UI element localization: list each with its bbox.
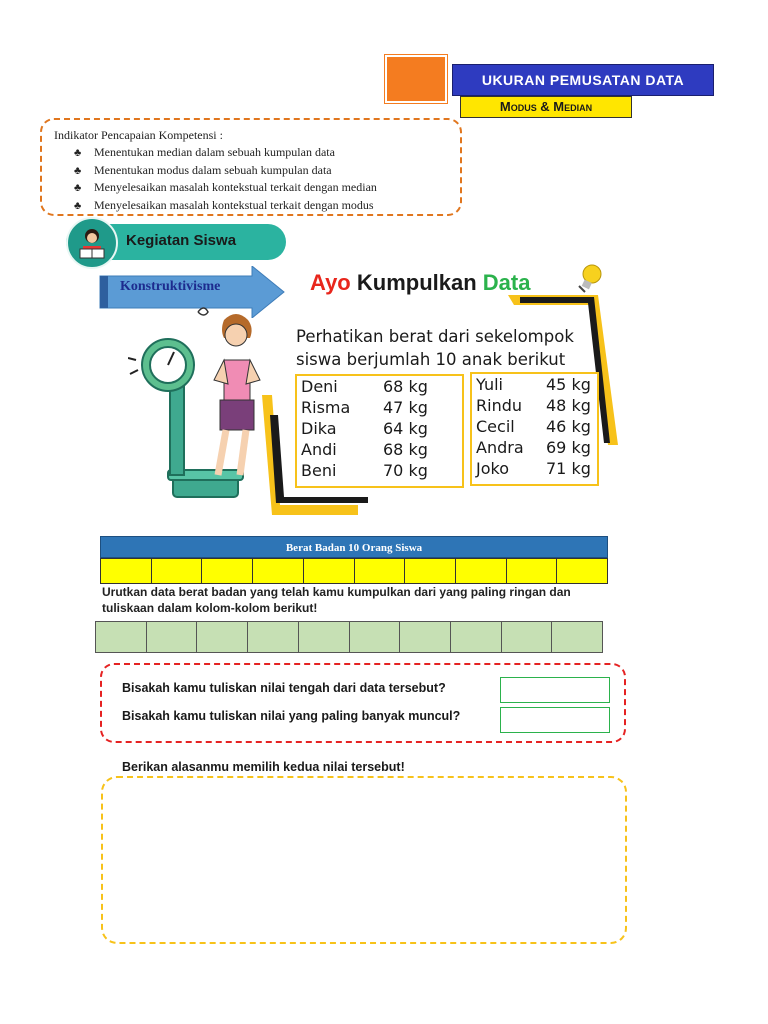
indicator-item: ♣ Menentukan modus dalam sebuah kumpulan data [74, 162, 377, 180]
student-row: Joko 71 kg [476, 459, 591, 478]
mode-answer-field[interactable] [500, 707, 610, 733]
student-row: Andra 69 kg [476, 438, 591, 457]
sorted-input-cell[interactable] [197, 622, 248, 652]
sorted-input-cell[interactable] [147, 622, 198, 652]
sorted-input-cell[interactable] [552, 622, 602, 652]
sorting-instruction: Urutkan data berat badan yang telah kamu kumpulkan dari yang paling ringan dan tuliskaan dalam kolom-kolom berikut! [102, 585, 571, 615]
median-answer-field[interactable] [500, 677, 610, 703]
sorted-input-cell[interactable] [451, 622, 502, 652]
weights-input-cell[interactable] [355, 559, 406, 583]
weighing-scale-illustration [128, 300, 278, 510]
indicator-list [74, 144, 377, 214]
weights-input-cell[interactable] [101, 559, 152, 583]
page-title: UKURAN PEMUSATAN DATA [452, 64, 714, 96]
club-icon: ♣ [74, 147, 82, 159]
weights-table-row [100, 558, 608, 584]
weights-input-cell[interactable] [253, 559, 304, 583]
student-weights-left [295, 374, 464, 488]
weights-input-cell[interactable] [557, 559, 607, 583]
indicator-title: Indikator Pencapaian Kompetensi : [54, 128, 223, 142]
weights-input-cell[interactable] [405, 559, 456, 583]
collect-data-title: Ayo Kumpulkan Data [310, 270, 531, 295]
sorted-input-cell[interactable] [502, 622, 553, 652]
header-orange-square [385, 55, 447, 103]
lightbulb-icon [575, 262, 605, 294]
section-label: Konstruktivisme [120, 279, 221, 294]
sorted-input-cell[interactable] [248, 622, 299, 652]
student-weights-right [470, 372, 599, 486]
activity-label: Kegiatan Siswa [126, 232, 237, 249]
competency-indicator-box [40, 118, 462, 216]
student-row: Risma 47 kg [301, 398, 428, 417]
student-row: Cecil 46 kg [476, 417, 591, 436]
student-row: Beni 70 kg [301, 461, 428, 480]
reason-prompt: Berikan alasanmu memilih kedua nilai tersebut! [122, 760, 405, 774]
weights-input-cell[interactable] [507, 559, 558, 583]
sorted-input-cell[interactable] [96, 622, 147, 652]
sorted-table-row [95, 621, 603, 653]
weights-input-cell[interactable] [202, 559, 253, 583]
club-icon: ♣ [74, 199, 82, 212]
page-subtitle: Modus & Median [460, 96, 632, 118]
indicator-item: ♣ Menyelesaikan masalah kontekstual terkait dengan median [74, 179, 377, 197]
sorted-input-cell[interactable] [299, 622, 350, 652]
reason-answer-box[interactable] [101, 776, 627, 944]
student-reading-icon [66, 217, 118, 269]
weights-input-cell[interactable] [304, 559, 355, 583]
student-row: Rindu 48 kg [476, 396, 591, 415]
indicator-item: ♣ Menentukan median dalam sebuah kumpulan data [74, 144, 377, 162]
mode-question: Bisakah kamu tuliskan nilai yang paling banyak muncul? [122, 709, 461, 723]
club-icon: ♣ [74, 164, 82, 177]
weights-table-header: Berat Badan 10 Orang Siswa [100, 536, 608, 558]
sorted-input-cell[interactable] [350, 622, 401, 652]
student-row: Dika 64 kg [301, 419, 428, 438]
student-row: Deni 68 kg [301, 377, 428, 396]
sorted-input-cell[interactable] [400, 622, 451, 652]
student-row: Yuli 45 kg [476, 375, 591, 394]
student-row: Andi 68 kg [301, 440, 428, 459]
weights-input-cell[interactable] [152, 559, 203, 583]
indicator-item: ♣ Menyelesaikan masalah kontekstual terkait dengan modus [74, 197, 377, 215]
intro-text: Perhatikan berat dari sekelompok siswa berjumlah 10 anak berikut [296, 327, 574, 369]
club-icon: ♣ [74, 182, 82, 194]
weights-input-cell[interactable] [456, 559, 507, 583]
median-question: Bisakah kamu tuliskan nilai tengah dari data tersebut? [122, 681, 446, 695]
